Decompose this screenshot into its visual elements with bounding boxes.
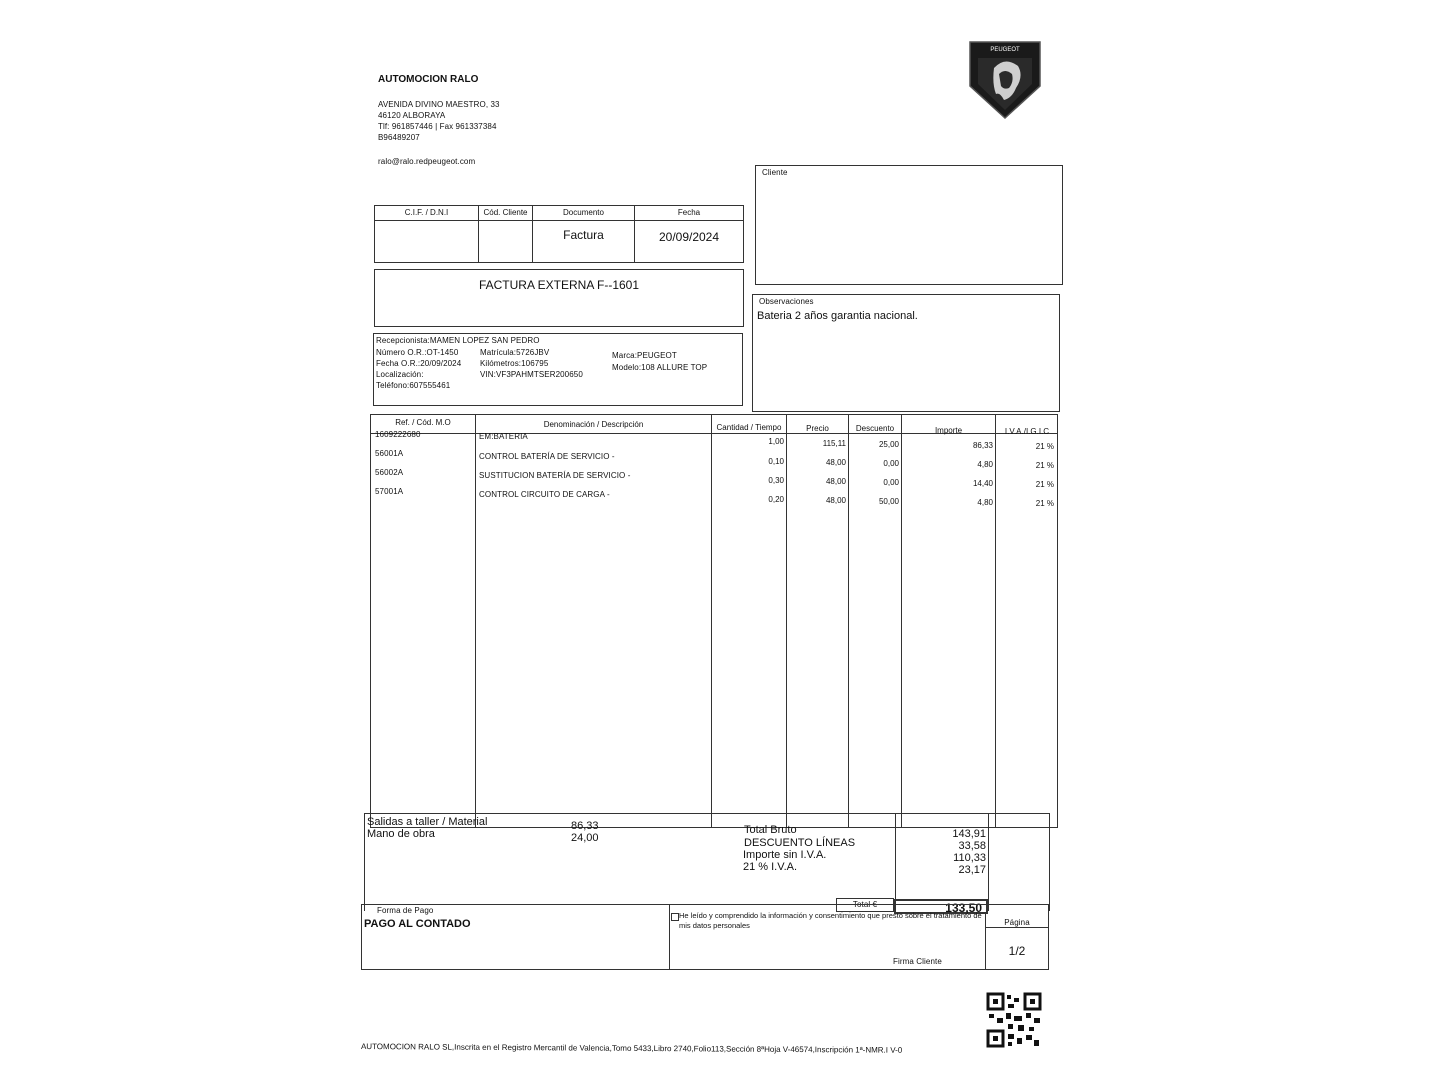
col-header-cantidad: Cantidad / Tiempo	[716, 423, 782, 432]
iva-value: 23,17	[958, 864, 986, 876]
iva-label: 21 % I.V.A.	[743, 861, 798, 873]
table-row-importe: 86,33	[972, 441, 993, 450]
table-row-iva: 21 %	[1035, 442, 1054, 451]
forma-pago-value: PAGO AL CONTADO	[364, 918, 471, 930]
observaciones-text: Bateria 2 años garantia nacional.	[757, 310, 918, 322]
company-email[interactable]: ralo@ralo.redpeugeot.com	[378, 157, 476, 166]
pagina-value: 1/2	[1008, 944, 1026, 958]
table-row-cantidad: 0,10	[768, 457, 784, 466]
table-row-precio: 115,11	[822, 439, 846, 448]
telefono: Teléfono:607555461	[376, 381, 451, 390]
svg-text:PEUGEOT: PEUGEOT	[990, 47, 1020, 53]
table-row-desc: CONTROL BATERÍA DE SERVICIO -	[479, 452, 615, 461]
recepcionista: Recepcionista:MAMEN LOPEZ SAN PEDRO	[376, 336, 540, 345]
table-row-importe: 4,80	[977, 460, 993, 469]
col-header-iva: I.V.A./I.G.I.C	[1004, 427, 1050, 436]
total-value: 133,50	[945, 901, 982, 915]
total-label: Total €	[852, 900, 878, 909]
col-header-descripcion: Denominación / Descripción	[543, 420, 644, 429]
peugeot-logo-icon	[966, 38, 1044, 120]
company-address-line2: 46120 ALBORAYA	[378, 111, 446, 120]
mano-obra-value: 24,00	[571, 832, 599, 844]
firma-cliente-label: Firma Cliente	[893, 957, 942, 966]
table-row-desc: CONTROL CIRCUITO DE CARGA -	[479, 490, 610, 499]
company-address-line1: AVENIDA DIVINO MAESTRO, 33	[378, 100, 500, 109]
header-cod-cliente: Cód. Cliente	[483, 208, 528, 217]
consent-text: He leído y comprendido la información y consentimiento que presto sobre el tratamiento de mis datos personales	[679, 911, 982, 930]
descuento-lineas-label: DESCUENTO LÍNEAS	[744, 837, 856, 849]
table-row-ref: 56001A	[375, 449, 404, 458]
matricula: Matrícula:5726JBV	[480, 348, 550, 357]
total-bruto-value: 143,91	[952, 828, 986, 840]
table-row-iva: 21 %	[1035, 461, 1054, 470]
table-row-importe: 14,40	[972, 479, 993, 488]
factura-title-box	[374, 269, 744, 327]
header-cif: C.I.F. / D.N.I	[404, 208, 449, 217]
company-cif: B96489207	[378, 133, 420, 142]
table-row-precio: 48,00	[825, 496, 846, 505]
salidas-value: 86,33	[571, 820, 599, 832]
observaciones-box	[752, 294, 1060, 412]
documento-value: Factura	[563, 228, 604, 242]
table-row-iva: 21 %	[1035, 499, 1054, 508]
total-bruto-label: Total Bruto	[744, 824, 797, 836]
table-row-precio: 48,00	[825, 477, 846, 486]
table-row-desc: EM:BATERIA	[479, 432, 528, 441]
invoice-lines-table	[370, 414, 1058, 828]
table-row-desc: SUSTITUCION BATERÍA DE SERVICIO -	[479, 471, 631, 480]
table-row-descuento: 0,00	[883, 478, 899, 487]
col-header-ref: Ref. / Cód. M.O	[395, 418, 451, 427]
cliente-label: Cliente	[762, 168, 788, 177]
table-row-descuento: 0,00	[883, 459, 899, 468]
document-info-table	[374, 205, 744, 263]
factura-title: FACTURA EXTERNA F--1601	[478, 278, 640, 292]
col-header-importe: Importe	[934, 426, 963, 435]
fecha-value: 20/09/2024	[658, 230, 720, 244]
forma-pago-label: Forma de Pago	[377, 906, 434, 915]
importe-sin-iva-value: 110,33	[953, 852, 986, 864]
table-row-cantidad: 1,00	[768, 437, 784, 446]
fecha-or: Fecha O.R.:20/09/2024	[376, 359, 462, 368]
company-phone: Tlf: 961857446 | Fax 961337384	[378, 122, 497, 131]
consent-checkbox[interactable]	[671, 913, 679, 921]
table-row-precio: 48,00	[825, 458, 846, 467]
vehicle-info-box	[373, 333, 743, 406]
numero-or: Número O.R.:OT-1450	[376, 348, 459, 357]
observaciones-label: Observaciones	[759, 297, 814, 306]
header-documento: Documento	[563, 208, 604, 217]
table-row-ref: 57001A	[375, 487, 404, 496]
table-row-ref: 1609222680	[375, 430, 421, 439]
header-fecha: Fecha	[677, 208, 701, 217]
table-row-cantidad: 0,30	[768, 476, 784, 485]
table-row-cantidad: 0,20	[768, 495, 784, 504]
descuento-value: 33,58	[958, 840, 986, 852]
modelo: Modelo:108 ALLURE TOP	[612, 363, 708, 372]
col-header-precio: Precio	[806, 424, 829, 433]
company-name: AUTOMOCION RALO	[378, 74, 479, 85]
table-row-iva: 21 %	[1035, 480, 1054, 489]
pagina-label: Página	[1004, 918, 1030, 927]
table-row-descuento: 25,00	[878, 440, 899, 449]
qr-code-icon	[986, 992, 1042, 1048]
kilometros: Kilómetros:106795	[480, 359, 549, 368]
table-row-importe: 4,80	[977, 498, 993, 507]
table-row-descuento: 50,00	[878, 497, 899, 506]
mano-obra-label: Mano de obra	[367, 828, 435, 840]
cliente-box	[755, 165, 1063, 285]
vin: VIN:VF3PAHMTSER200650	[480, 370, 583, 379]
localizacion: Localización:	[376, 370, 424, 379]
table-row-ref: 56002A	[375, 468, 404, 477]
footer-legal-text: AUTOMOCION RALO SL,Inscrita en el Registro Mercantil de Valencia,Tomo 5433,Libro 2740,Folio113,Sección 8ªHoja V-46574,Inscripción 1ª-NMR.I V-0	[360, 1042, 903, 1055]
salidas-label: Salidas a taller / Material	[367, 816, 488, 828]
marca: Marca:PEUGEOT	[612, 351, 677, 360]
col-header-descuento: Descuento	[855, 424, 895, 433]
importe-sin-iva-label: Importe sin I.V.A.	[743, 849, 827, 861]
